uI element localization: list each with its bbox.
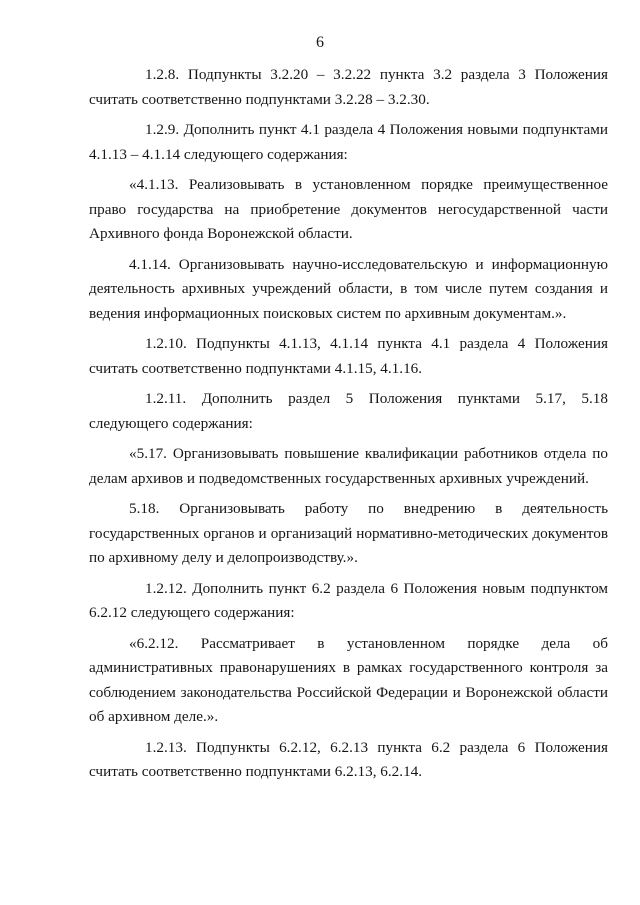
paragraph-4-1-13: «4.1.13. Реализовывать в установленном порядке преимущественное право государства на приобретение документов негосударственной части Архивного фонда Воронежской области. <box>89 176 608 242</box>
document-body <box>89 63 608 791</box>
paragraph-1-2-9: 1.2.9. Дополнить пункт 4.1 раздела 4 Положения новыми подпунктами 4.1.13 – 4.1.14 следующего содержания: <box>89 121 608 163</box>
paragraph-1-2-10: 1.2.10. Подпункты 4.1.13, 4.1.14 пункта 4.1 раздела 4 Положения считать соответственно подпунктами 4.1.15, 4.1.16. <box>89 335 608 377</box>
paragraph-1-2-12: 1.2.12. Дополнить пункт 6.2 раздела 6 Положения новым подпунктом 6.2.12 следующего содержания: <box>89 579 608 621</box>
paragraph-1-2-13: 1.2.13. Подпункты 6.2.12, 6.2.13 пункта 6.2 раздела 6 Положения считать соответственно подпунктами 6.2.13, 6.2.14. <box>89 738 608 780</box>
page-number: 6 <box>316 34 324 51</box>
paragraph-1-2-11: 1.2.11. Дополнить раздел 5 Положения пунктами 5.17, 5.18 следующего содержания: <box>89 390 608 432</box>
paragraph-6-2-12: «6.2.12. Рассматривает в установленном порядке дела об административных правонарушениях в рамках государственного контроля за соблюдением законодательства Российской Федерации и Воронежской области об архивном деле.». <box>89 634 608 725</box>
paragraph-5-18: 5.18. Организовывать работу по внедрению в деятельность государственных органов и организаций нормативно-методических документов по архивному делу и делопроизводству.». <box>89 500 608 566</box>
paragraph-4-1-14: 4.1.14. Организовывать научно-исследовательскую и информационную деятельность архивных учреждений области, в том числе путем создания и ведения информационных поисковых систем по архивным документам.». <box>89 255 608 322</box>
paragraph-5-17: «5.17. Организовывать повышение квалификации работников отдела по делам архивов и подведомственных государственных архивных учреждений. <box>89 445 608 487</box>
paragraph-1-2-8: 1.2.8. Подпункты 3.2.20 – 3.2.22 пункта 3.2 раздела 3 Положения считать соответственно подпунктами 3.2.28 – 3.2.30. <box>89 66 608 108</box>
